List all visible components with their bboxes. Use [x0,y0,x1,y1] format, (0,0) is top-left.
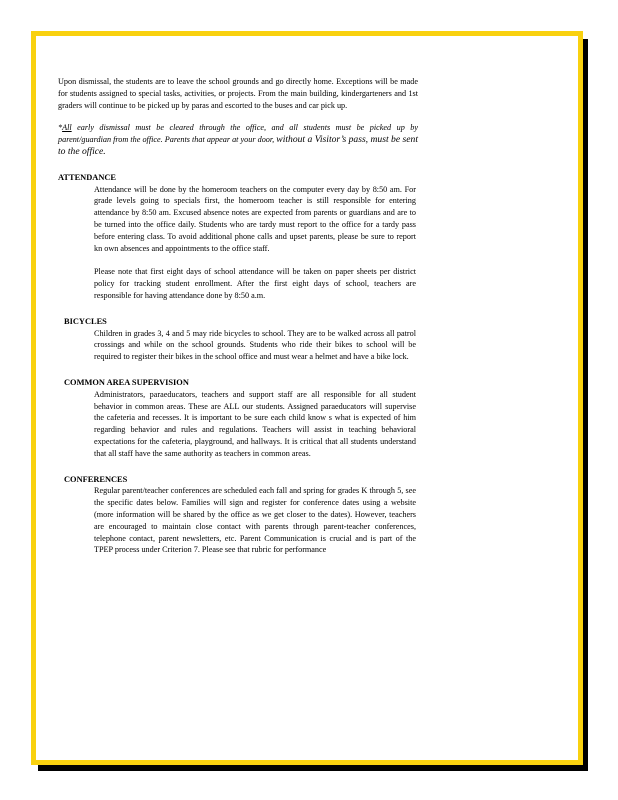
dismissal-paragraph: Upon dismissal, the students are to leave the school grounds and go directly home. Exceptions will be made for students assigned to special tasks, activities, or projects. From the main building, kindergarteners and 1st graders will continue to be picked up by paras and escorted to the buses and car pick up. [58,77,418,110]
bicycles-paragraph: Children in grades 3, 4 and 5 may ride bicycles to school. They are to be walked across all patrol crossings and while on the school grounds. Students who ride their bikes to school will be required to register their bikes in the school office and must wear a helmet and have a bike lock. [94,328,416,362]
document-page [31,31,583,765]
dismissal-note [58,122,418,157]
conferences-paragraph: Regular parent/teacher conferences are scheduled each fall and spring for grades K through 5, see the specific dates below. Families will sign and register for conference dates using a website (more information will be shared by the office as we get closer to the dates). However, teachers are encouraged to maintain close contact with parents through parent-teacher conferences, telephone contact, parent newsletters, etc. Parent Communication is crucial and is part of the TPEP process under Criterion 7. Please see that rubric for performance [94,486,416,555]
section-common-area [58,377,418,460]
heading-attendance: ATTENDANCE [58,172,117,182]
section-conferences [58,474,418,557]
section-attendance [58,172,418,302]
note-end: without a Visitor’s pass, must be sent to the office. [58,134,418,157]
heading-bicycles: BICYCLES [64,316,107,326]
note-text: early dismissal must be cleared through the office, and all students must be picked up by parent/guardian from the office. Parents that appear at your door, [58,123,418,145]
note-star: * [58,123,63,133]
attendance-paragraph-2: Please note that first eight days of school attendance will be taken on paper sheets per district policy for tracking student enrollment. After the first eight days of school, teachers are responsible for having attendance done by 8:50 a.m. [94,267,416,300]
document-content [58,76,418,556]
section-bicycles [58,316,418,363]
attendance-paragraph-1: Attendance will be done by the homeroom teachers on the computer every day by 8:50 am. For grade levels going to specials first, the homeroom teacher is still responsible for entering attendance by 8:50 am. Excused absence notes are expected from parents or guardians and are to be turned into the office daily. Students who are tardy must report to the office for a tardy pass before entering class. To avoid additional phone calls and upset parents, please be sure to report kn own absences and appointments to the office staff. [94,184,416,253]
common-area-paragraph: Administrators, paraeducators, teachers and support staff are all responsible for all student behavior in common areas. These are ALL our students. Assigned paraeducators will supervise the cafeteria and recesses. It is important to be sure each child know s what is expected of him regarding behavior and rules and regulations. Teachers will assist in teaching behavioral expectations for the cafeteria, playground, and hallways. It is critical that all students understand that all staff have the same authority as teachers in common areas. [94,389,416,458]
note-all: All [62,123,72,133]
heading-conferences: CONFERENCES [64,474,128,484]
heading-common-area: COMMON AREA SUPERVISION [64,377,189,387]
